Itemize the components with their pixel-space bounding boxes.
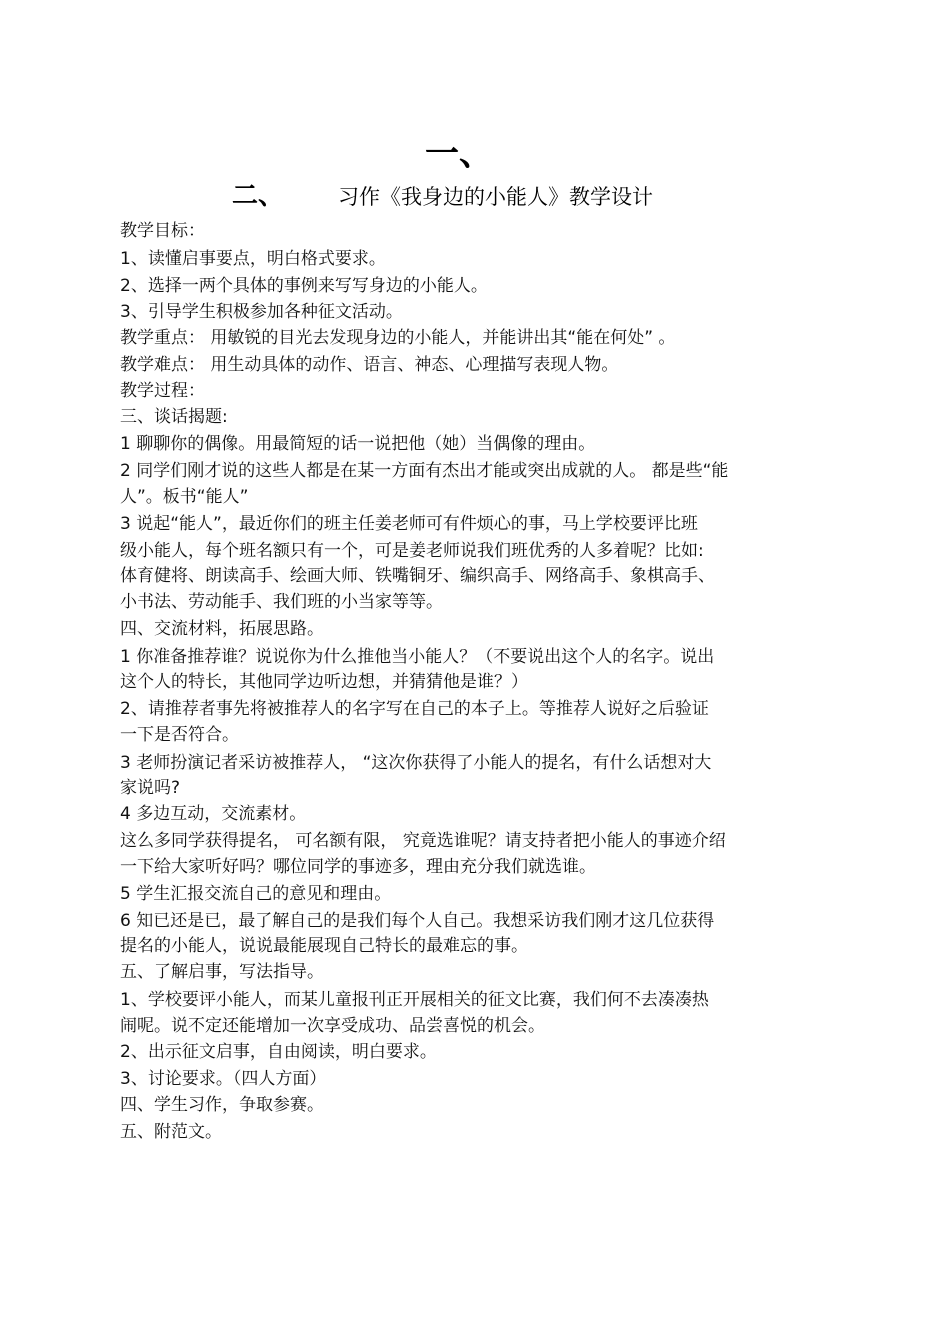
text-line: 1 你准备推荐谁？说说你为什么推他当小能人？（不要说出这个人的名字。说出 (120, 647, 715, 667)
text-line: 四、交流材料，拓展思路。 (120, 619, 324, 639)
text-line: 家说吗? (120, 778, 181, 798)
text-line: 一下是否符合。 (120, 725, 239, 745)
text-line: 教学目标： (120, 221, 205, 241)
heading-number-one: 一、 (425, 134, 493, 174)
text-line: 1、学校要评小能人，而某儿童报刊正开展相关的征文比赛，我们何不去凑凑热 (120, 990, 709, 1010)
text-line: 教学重点： 用敏锐的目光去发现身边的小能人，并能讲出其“能在何处” 。 (120, 328, 676, 348)
text-line: 2 同学们刚才说的这些人都是在某一方面有杰出才能或突出成就的人。 都是些“能 (120, 461, 729, 481)
text-line: 3、讨论要求。（四人方面） (120, 1069, 327, 1089)
text-line: 1 聊聊你的偶像。用最简短的话一说把他（她）当偶像的理由。 (120, 434, 596, 454)
text-line: 3 老师扮演记者采访被推荐人， “这次你获得了小能人的提名，有什么话想对大 (120, 753, 712, 773)
text-line: 级小能人，每个班名额只有一个，可是姜老师说我们班优秀的人多着呢？比如: (120, 541, 704, 561)
text-line: 这么多同学获得提名， 可名额有限， 究竟选谁呢？请支持者把小能人的事迹介绍 (120, 831, 726, 851)
text-line: 1、读懂启事要点，明白格式要求。 (120, 249, 386, 269)
text-line: 6 知已还是已，最了解自己的是我们每个人自己。我想采访我们刚才这几位获得 (120, 911, 715, 931)
text-line: 教学过程： (120, 381, 205, 401)
text-line: 人”。板书“能人” (120, 487, 249, 507)
text-line: 闹呢。说不定还能增加一次享受成功、品尝喜悦的机会。 (120, 1016, 545, 1036)
text-line: 体育健将、朗读高手、绘画大师、铁嘴铜牙、编织高手、网络高手、象棋高手、 (120, 566, 715, 586)
text-line: 3、引导学生积极参加各种征文活动。 (120, 302, 403, 322)
text-line: 2、请推荐者事先将被推荐人的名字写在自己的本子上。等推荐人说好之后验证 (120, 699, 709, 719)
text-line: 一下给大家听好吗？哪位同学的事迹多，理由充分我们就选谁。 (120, 857, 596, 877)
text-line: 四、学生习作，争取参赛。 (120, 1095, 324, 1115)
heading-number-two: 二、 (232, 181, 285, 211)
text-line: 5 学生汇报交流自己的意见和理由。 (120, 884, 392, 904)
text-line: 2、选择一两个具体的事例来写写身边的小能人。 (120, 276, 488, 296)
text-line: 五、附范文。 (120, 1122, 222, 1142)
text-line: 五、了解启事，写法指导。 (120, 962, 324, 982)
text-line: 提名的小能人，说说最能展现自己特长的最难忘的事。 (120, 936, 528, 956)
text-line: 这个人的特长，其他同学边听边想，并猜猜他是谁？） (120, 672, 528, 692)
text-line: 小书法、劳动能手、我们班的小当家等等。 (120, 592, 443, 612)
text-line: 3 说起“能人”，最近你们的班主任姜老师可有件烦心的事，马上学校要评比班 (120, 514, 698, 534)
document-title: 习作《我身边的小能人》教学设计 (338, 185, 653, 209)
text-line: 教学难点： 用生动具体的动作、语言、神态、心理描写表现人物。 (120, 355, 619, 375)
text-line: 4 多边互动，交流素材。 (120, 804, 307, 824)
text-line: 2、出示征文启事，自由阅读，明白要求。 (120, 1042, 437, 1062)
text-line: 三、谈话揭题: (120, 407, 228, 427)
